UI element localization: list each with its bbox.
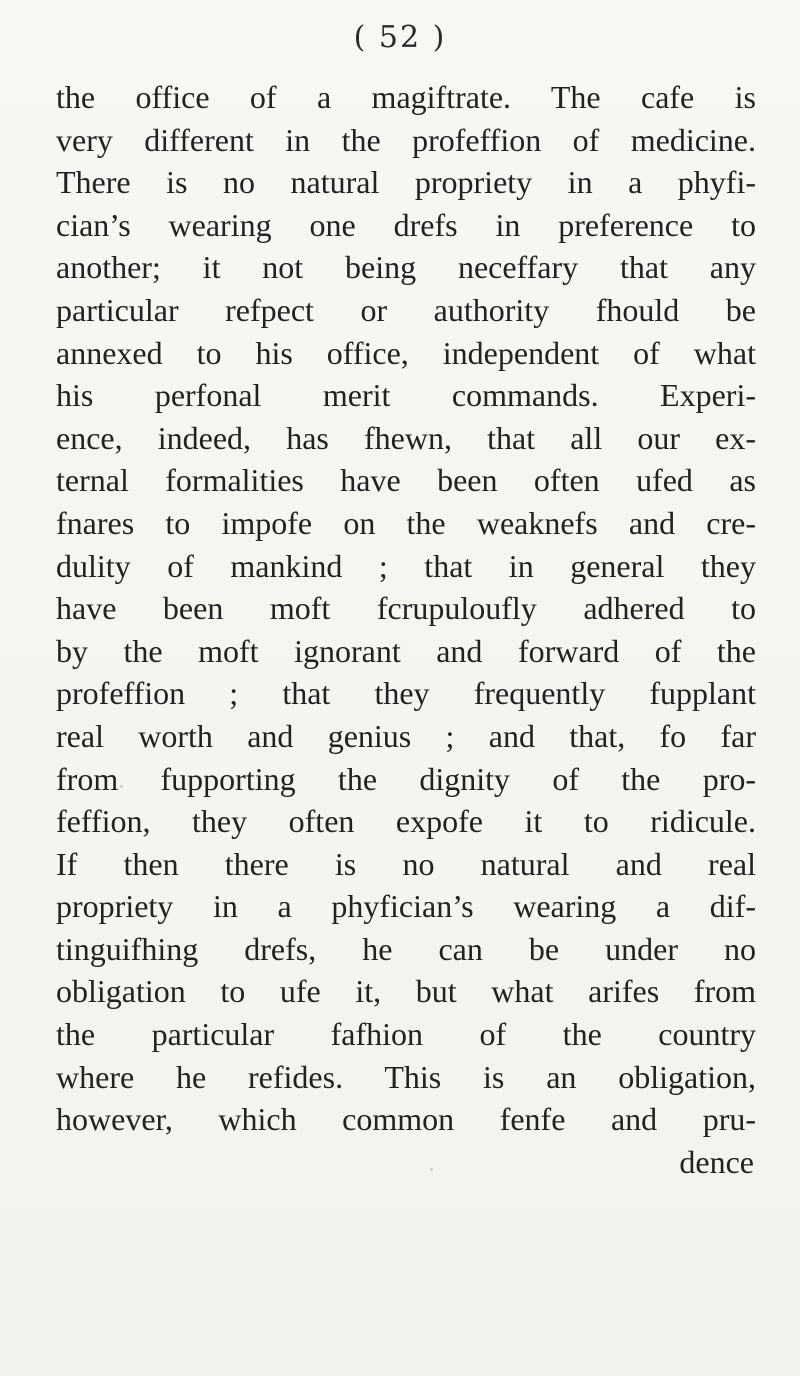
text-line: obligation to ufe it, but what arifes from [56,973,756,1010]
text-line: have been moft fcrupuloufly adhered to [56,590,756,627]
text-line: feffion, they often expofe it to ridicule. [56,803,756,840]
text-line: his perfonal merit commands. Experi- [56,377,756,414]
catchword: dence [679,1143,754,1180]
text-line: the office of a magiftrate. The cafe is [56,79,756,115]
text-line: ternal formalities have been often ufed as [56,462,756,499]
paper-speck [66,1120,70,1124]
text-line: There is no natural propriety in a phyfi- [56,164,756,201]
text-line: fnares to impofe on the weaknefs and cre- [56,504,756,541]
text-line: tinguifhing drefs, he can be under no [56,930,756,967]
text-line: particular refpect or authority fhould be [56,291,756,328]
text-line: another; it not being neceffary that any [56,249,756,286]
text-line: where he refides. This is an obligation, [56,1058,756,1095]
text-line: ence, indeed, has fhewn, that all our ex- [56,419,756,456]
text-line: annexed to his office, independent of what [56,334,756,371]
text-line: propriety in a phyfician’s wearing a dif- [56,888,756,925]
text-line: If then there is no natural and real [56,845,756,882]
page-number: ( 52 ) [353,20,447,55]
paper-speck [430,1168,433,1171]
text-line: from fupporting the dignity of the pro- [56,760,756,797]
text-line: cian’s wearing one drefs in preference to [56,206,756,243]
text-line: very different in the profeffion of medicine. [56,121,756,158]
text-line: however, which common fenfe and pru- [56,1101,756,1138]
text-line: the particular fafhion of the country [56,1016,756,1053]
text-line: real worth and genius ; and that, fo far [56,717,756,754]
text-line: profeffion ; that they frequently fupplant [56,675,756,712]
text-line: dulity of mankind ; that in general they [56,547,756,584]
paper-speck [120,785,123,788]
body-text [56,76,756,1183]
text-line: by the moft ignorant and forward of the [56,632,756,669]
